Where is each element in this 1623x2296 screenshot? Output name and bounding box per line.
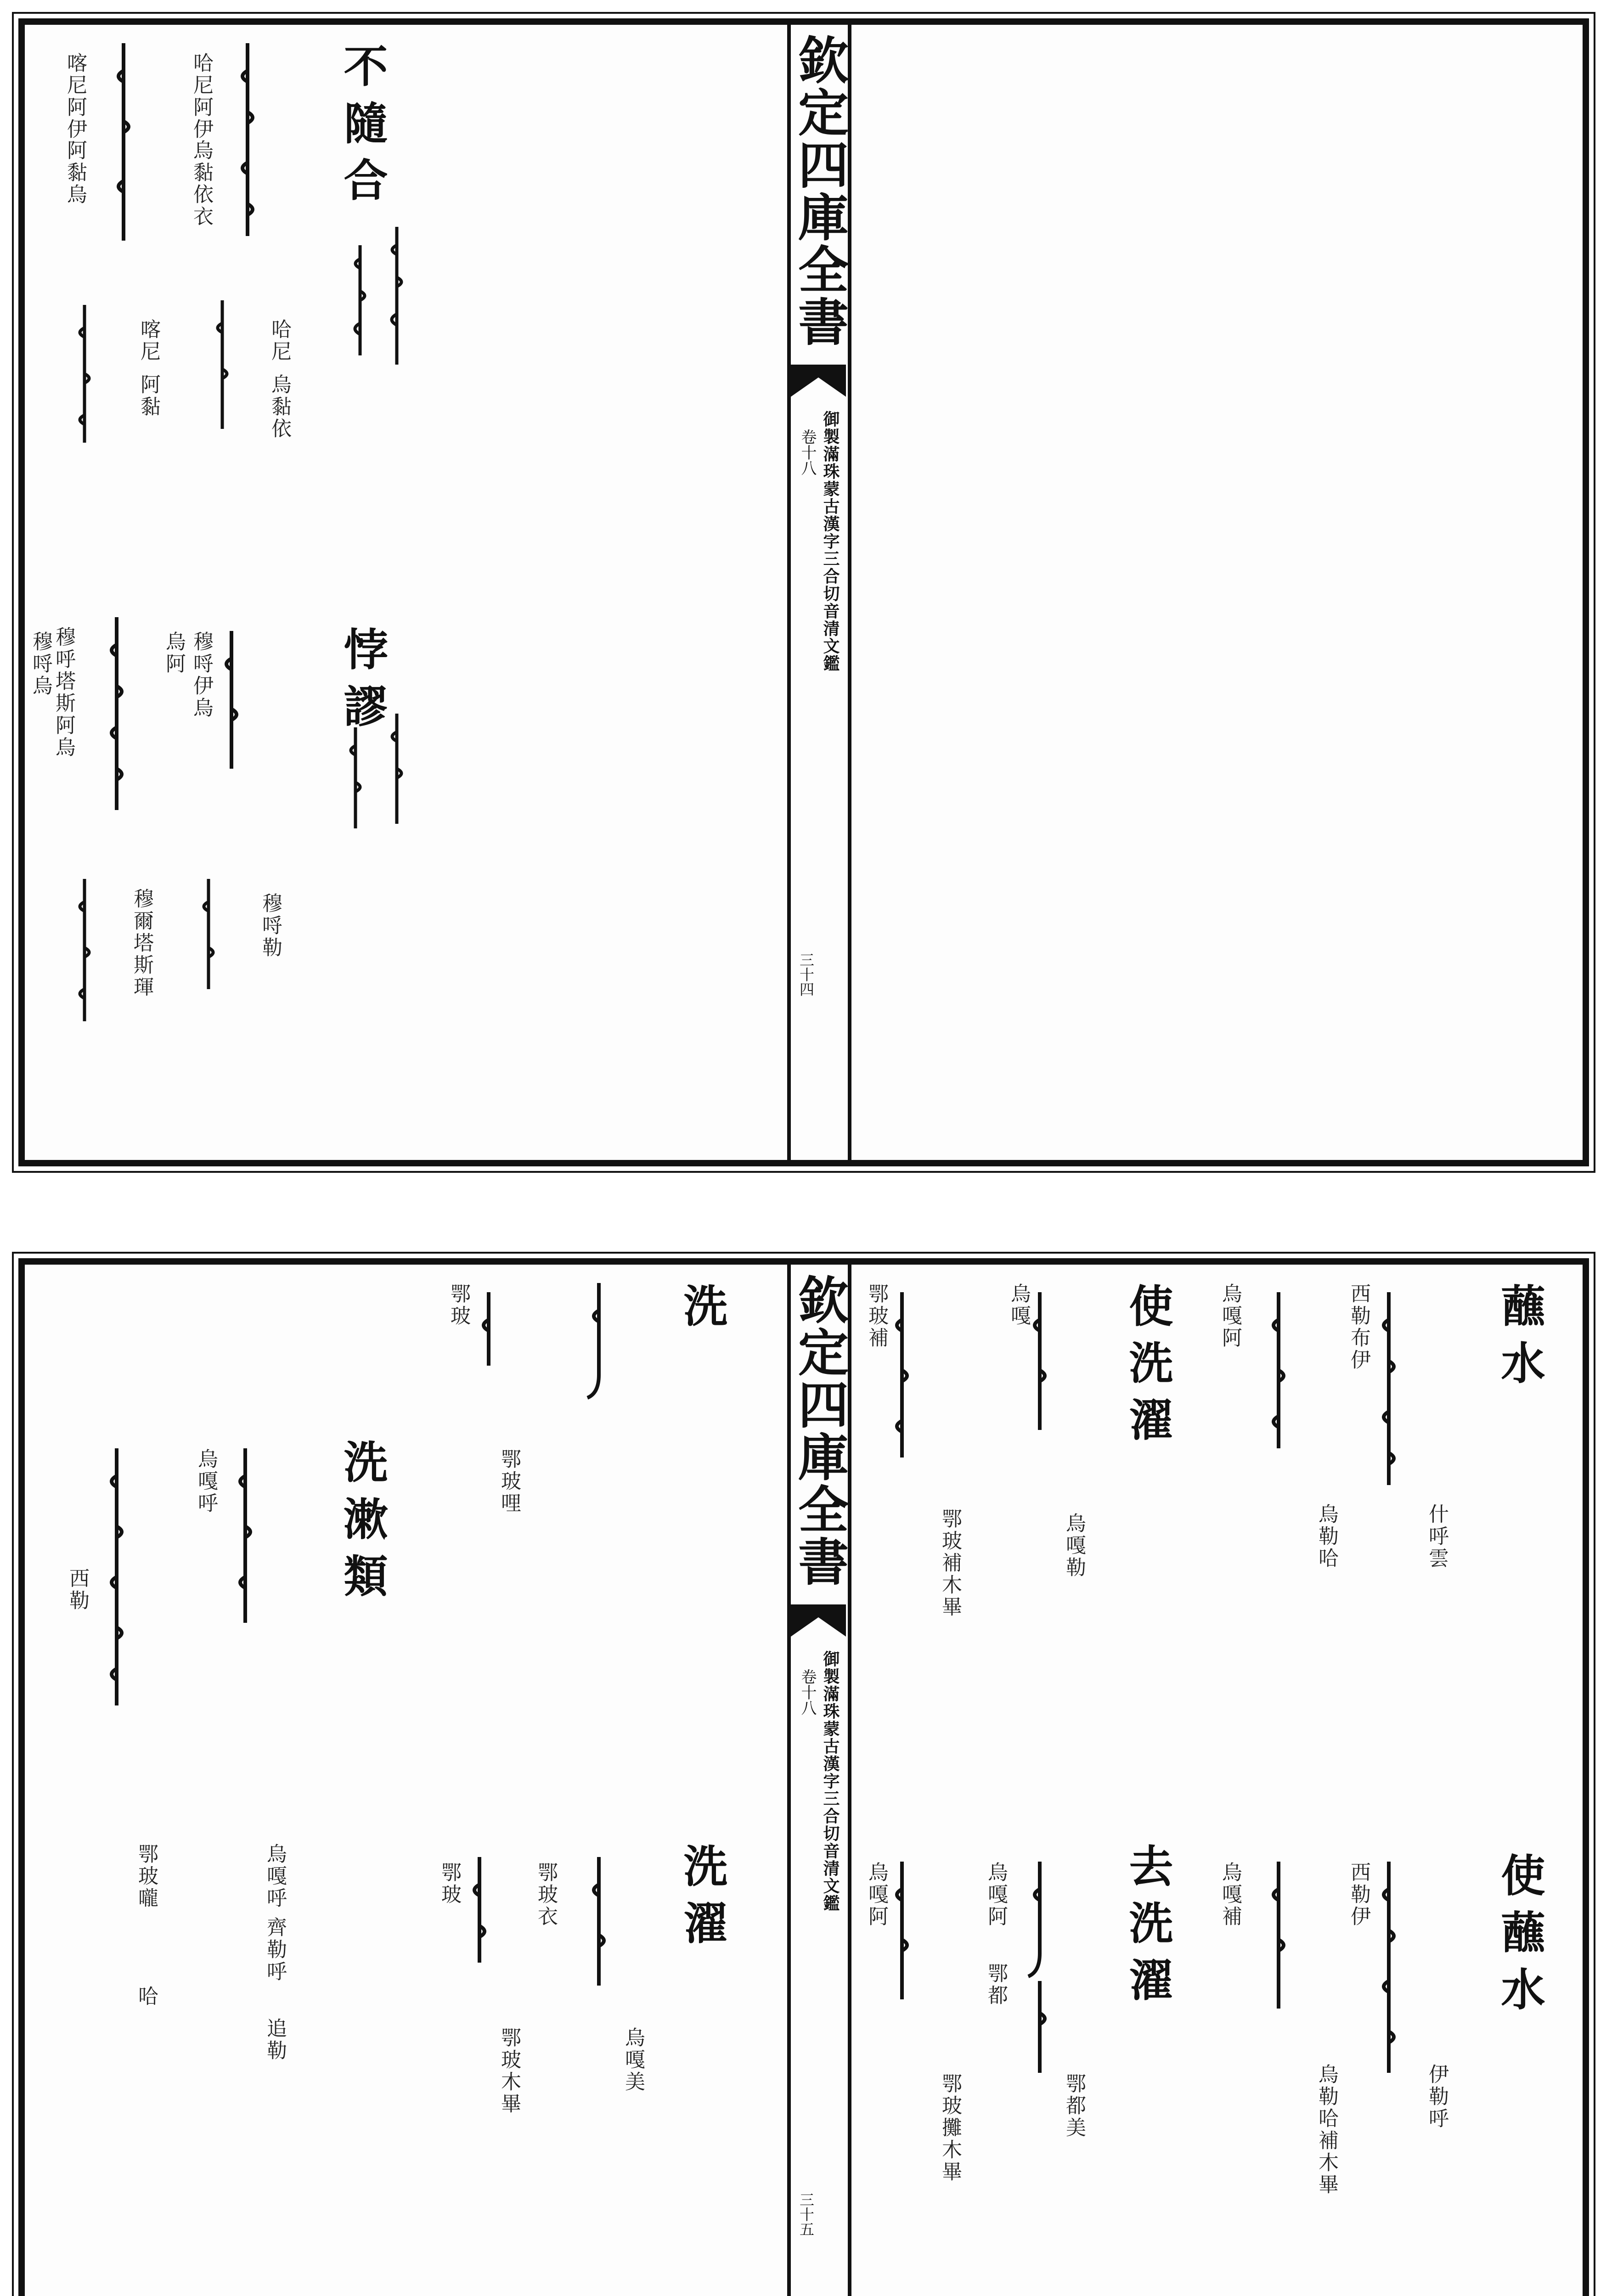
spine-volume: 卷十八 [798, 1669, 817, 1716]
headword: 不隨合 [337, 43, 389, 214]
manchu-script-icon [103, 617, 130, 810]
phonetic-annotation: 鄂玻補 [865, 1283, 888, 1349]
phonetic-annotation: 烏嘎呼 [263, 1843, 287, 1909]
phonetic-annotation: 鄂玻 [438, 1862, 461, 1906]
spine-book-title: 御製滿珠蒙古漢字三合切音清文鑑 [821, 411, 840, 672]
phonetic-annotation: 烏阿 [162, 631, 186, 675]
phonetic-annotation: 什呼雲 [1425, 1503, 1448, 1570]
phonetic-annotation: 鄂玻攤木畢 [938, 2073, 962, 2183]
manchu-script-icon [475, 1292, 502, 1366]
phonetic-annotation: 穆爾塔斯琿 [130, 888, 153, 998]
spine-title: 欽定四庫全書 [795, 1269, 844, 1612]
mongol-script-icon [342, 727, 369, 828]
spine-title: 欽定四庫全書 [795, 29, 844, 372]
manchu-script-icon [585, 1283, 613, 1402]
phonetic-annotation: 烏嘎呼 [194, 1448, 218, 1514]
phonetic-annotation: 烏黏依 [268, 374, 291, 440]
headword: 使洗濯 [1122, 1283, 1174, 1454]
manchu-script-icon [383, 227, 411, 365]
phonetic-annotation: 哈尼阿伊 [190, 52, 213, 141]
phonetic-annotation: 哈 [135, 1986, 158, 2008]
mongol-script-icon [71, 305, 98, 443]
phonetic-annotation: 穆呼塔斯阿烏 [52, 626, 75, 759]
phonetic-annotation: 阿黏 [137, 374, 160, 418]
phonetic-annotation: 烏勒哈 [1315, 1503, 1338, 1570]
phonetic-annotation: 鄂玻哩 [497, 1448, 521, 1514]
phonetic-annotation: 哈尼 [268, 319, 291, 363]
phonetic-annotation: 鄂玻嚨 [135, 1843, 158, 1909]
headword: 悖謬 [337, 626, 389, 740]
manchu-script-icon [585, 1857, 613, 1986]
headword: 洗 [676, 1283, 728, 1340]
phonetic-annotation: 阿黏烏 [63, 140, 87, 206]
spine-page-number: 三十五 [797, 2192, 815, 2236]
mongol-script-icon [195, 879, 222, 989]
phonetic-annotation: 穆哷伊烏 [190, 631, 213, 719]
headword: 使蘸水 [1494, 1852, 1546, 2023]
phonetic-annotation: 喀尼 [137, 319, 160, 363]
manchu-script-icon [1375, 1862, 1403, 2073]
phonetic-annotation: 齊勒呼 [263, 1917, 287, 1983]
phonetic-annotation: 鄂玻補木畢 [938, 1508, 962, 1618]
phonetic-annotation: 追勒 [263, 2018, 287, 2062]
phonetic-annotation: 烏嘎補 [1218, 1862, 1242, 1928]
phonetic-annotation: 鄂玻 [447, 1283, 470, 1327]
phonetic-annotation: 西勒伊 [1347, 1862, 1370, 1928]
phonetic-annotation: 烏嘎阿 [984, 1862, 1008, 1928]
top-page [18, 18, 1589, 1166]
manchu-script-icon [1265, 1292, 1292, 1448]
manchu-script-icon [888, 1292, 916, 1458]
phonetic-annotation: 喀尼阿伊 [63, 52, 87, 141]
bottom-page [18, 1258, 1589, 2296]
manchu-script-icon [1026, 1862, 1054, 2073]
manchu-script-icon [231, 1448, 259, 1623]
phonetic-annotation: 伊勒呼 [1425, 2064, 1448, 2130]
headword: 洗漱類 [337, 1439, 389, 1610]
manchu-script-icon [888, 1862, 916, 1999]
manchu-script-icon [1265, 1862, 1292, 2009]
manchu-script-icon [110, 43, 137, 241]
spine-book-title: 御製滿珠蒙古漢字三合切音清文鑑 [821, 1650, 840, 1912]
phonetic-annotation: 烏嘎勒 [1062, 1513, 1086, 1579]
manchu-script-icon [218, 631, 245, 769]
spine-volume: 卷十八 [798, 429, 817, 476]
phonetic-annotation: 烏黏依衣 [190, 140, 213, 228]
mongol-script-icon [346, 245, 374, 355]
phonetic-annotation: 烏嘎 [1007, 1283, 1031, 1327]
manchu-script-icon [383, 714, 411, 824]
manchu-script-icon [1375, 1292, 1403, 1485]
manchu-script-icon [103, 1448, 130, 1705]
phonetic-annotation: 西勒 [66, 1568, 89, 1612]
phonetic-annotation: 穆哷勒 [259, 893, 282, 959]
headword: 蘸水 [1494, 1283, 1546, 1397]
spine-bottom [787, 1265, 851, 2296]
fish-tail-icon [791, 1604, 846, 1637]
spine-top [787, 25, 851, 1160]
phonetic-annotation: 西勒布伊 [1347, 1283, 1370, 1371]
spine-page-number: 三十四 [797, 952, 815, 996]
mongol-script-icon [209, 300, 236, 429]
phonetic-annotation: 烏勒哈補木畢 [1315, 2064, 1338, 2196]
phonetic-annotation: 烏嘎阿 [865, 1862, 888, 1928]
phonetic-annotation: 穆哷烏 [29, 631, 52, 697]
phonetic-annotation: 鄂玻木畢 [497, 2027, 521, 2115]
fish-tail-icon [791, 365, 846, 397]
mongol-script-icon [71, 879, 98, 1021]
headword: 洗濯 [676, 1843, 728, 1957]
phonetic-annotation: 鄂玻衣 [534, 1862, 558, 1928]
phonetic-annotation: 烏嘎美 [621, 2027, 645, 2093]
manchu-script-icon [234, 43, 261, 236]
phonetic-annotation: 鄂都美 [1062, 2073, 1086, 2139]
headword: 去洗濯 [1122, 1843, 1174, 2014]
phonetic-annotation: 鄂都 [984, 1963, 1008, 2007]
phonetic-annotation: 烏嘎阿 [1218, 1283, 1242, 1349]
manchu-script-icon [466, 1857, 493, 1963]
